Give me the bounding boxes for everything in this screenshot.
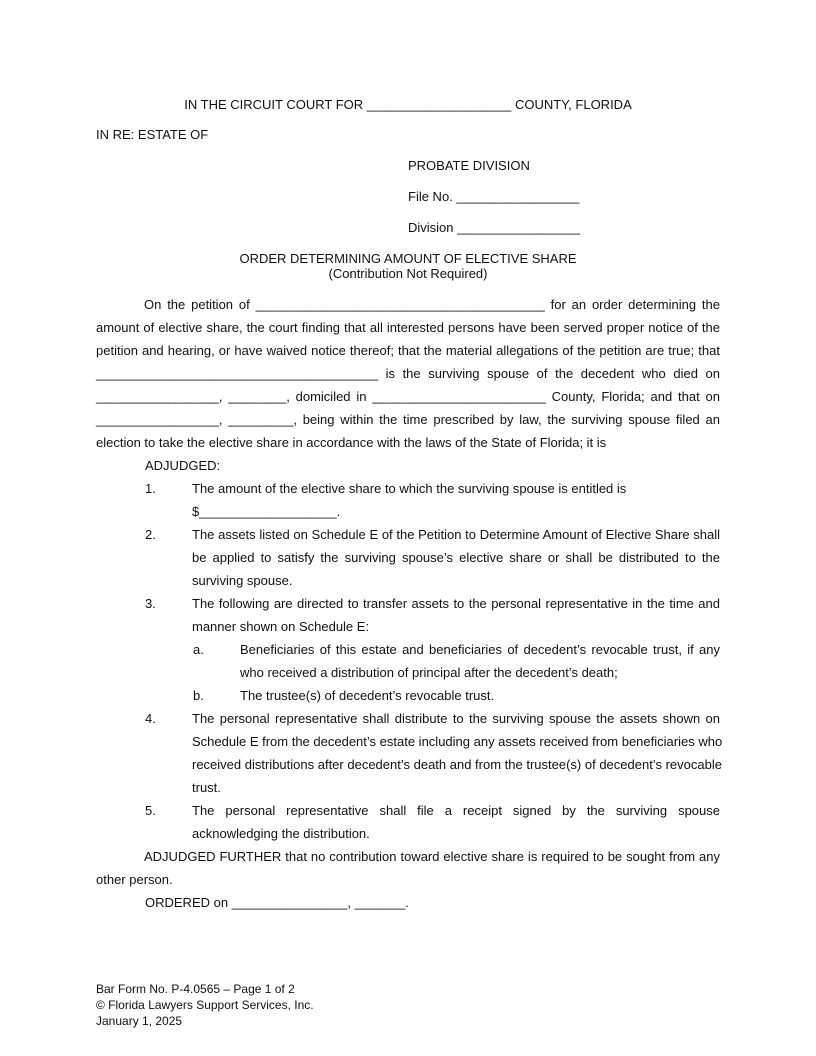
item-number: 5.: [145, 803, 156, 818]
subitem-line: The trustee(s) of decedent’s revocable trust.: [240, 688, 495, 703]
paragraph-line: _________________, ________, domiciled in ________________________ County, Florida; and that on: [96, 389, 720, 404]
adjudged-heading: ADJUDGED:: [145, 458, 221, 473]
item-line: The amount of the elective share to which the surviving spouse is entitled is: [192, 481, 627, 496]
item-line: Schedule E from the decedent’s estate including any assets received from beneficiaries who: [192, 734, 723, 749]
item-line: The assets listed on Schedule E of the Petition to Determine Amount of Elective Share shall: [192, 527, 720, 542]
item-number: 2.: [145, 527, 156, 542]
item-line: acknowledging the distribution.: [192, 826, 370, 841]
item-line: trust.: [192, 780, 221, 795]
file-number-line: File No. _________________: [408, 189, 580, 204]
footer-form-number: Bar Form No. P-4.0565 – Page 1 of 2: [96, 982, 295, 996]
subitem-letter: b.: [193, 688, 204, 703]
division-line: Division _________________: [408, 220, 581, 235]
court-caption: IN THE CIRCUIT COURT FOR ____________________ COUNTY, FLORIDA: [184, 97, 632, 112]
adjudged-further-line: other person.: [96, 872, 173, 887]
item-line: The personal representative shall distribute to the surviving spouse the assets shown on: [192, 711, 720, 726]
item-line: $___________________.: [192, 504, 341, 519]
probate-division-label: PROBATE DIVISION: [408, 158, 530, 173]
item-line: manner shown on Schedule E:: [192, 619, 370, 634]
paragraph-line: amount of elective share, the court finding that all interested persons have been served proper notice of the: [96, 320, 720, 335]
paragraph-line: On the petition of ________________________________________ for an order determining the: [144, 297, 720, 312]
estate-caption: IN RE: ESTATE OF: [96, 127, 209, 142]
footer-date: January 1, 2025: [96, 1014, 183, 1028]
footer-copyright: © Florida Lawyers Support Services, Inc.: [96, 998, 314, 1012]
subitem-letter: a.: [193, 642, 204, 657]
item-line: be applied to satisfy the surviving spouse’s elective share or shall be distributed to the: [192, 550, 720, 565]
item-number: 4.: [145, 711, 156, 726]
subitem-line: who received a distribution of principal after the decedent’s death;: [240, 665, 618, 680]
document-title: ORDER DETERMINING AMOUNT OF ELECTIVE SHARE: [239, 251, 577, 266]
item-line: surviving spouse.: [192, 573, 293, 588]
paragraph-line: _______________________________________ is the surviving spouse of the decedent who died on: [96, 366, 720, 381]
item-number: 1.: [145, 481, 156, 496]
subitem-line: Beneficiaries of this estate and beneficiaries of decedent’s revocable trust, if any: [240, 642, 720, 657]
paragraph-line: election to take the elective share in accordance with the laws of the State of Florida; it is: [96, 435, 607, 450]
document-subtitle: (Contribution Not Required): [328, 266, 488, 281]
item-number: 3.: [145, 596, 156, 611]
ordered-line: ORDERED on ________________, _______.: [145, 895, 409, 910]
adjudged-further-line: ADJUDGED FURTHER that no contribution toward elective share is required to be sought from any: [144, 849, 720, 864]
item-line: received distributions after decedent’s death and from the trustee(s) of decedent’s revocable: [192, 757, 722, 772]
item-line: The following are directed to transfer assets to the personal representative in the time and: [192, 596, 720, 611]
paragraph-line: petition and hearing, or have waived notice thereof; that the material allegations of the petition are true; that: [96, 343, 720, 358]
item-line: The personal representative shall file a receipt signed by the surviving spouse: [192, 803, 720, 818]
paragraph-line: _________________, _________, being within the time prescribed by law, the surviving spouse filed an: [96, 412, 720, 427]
